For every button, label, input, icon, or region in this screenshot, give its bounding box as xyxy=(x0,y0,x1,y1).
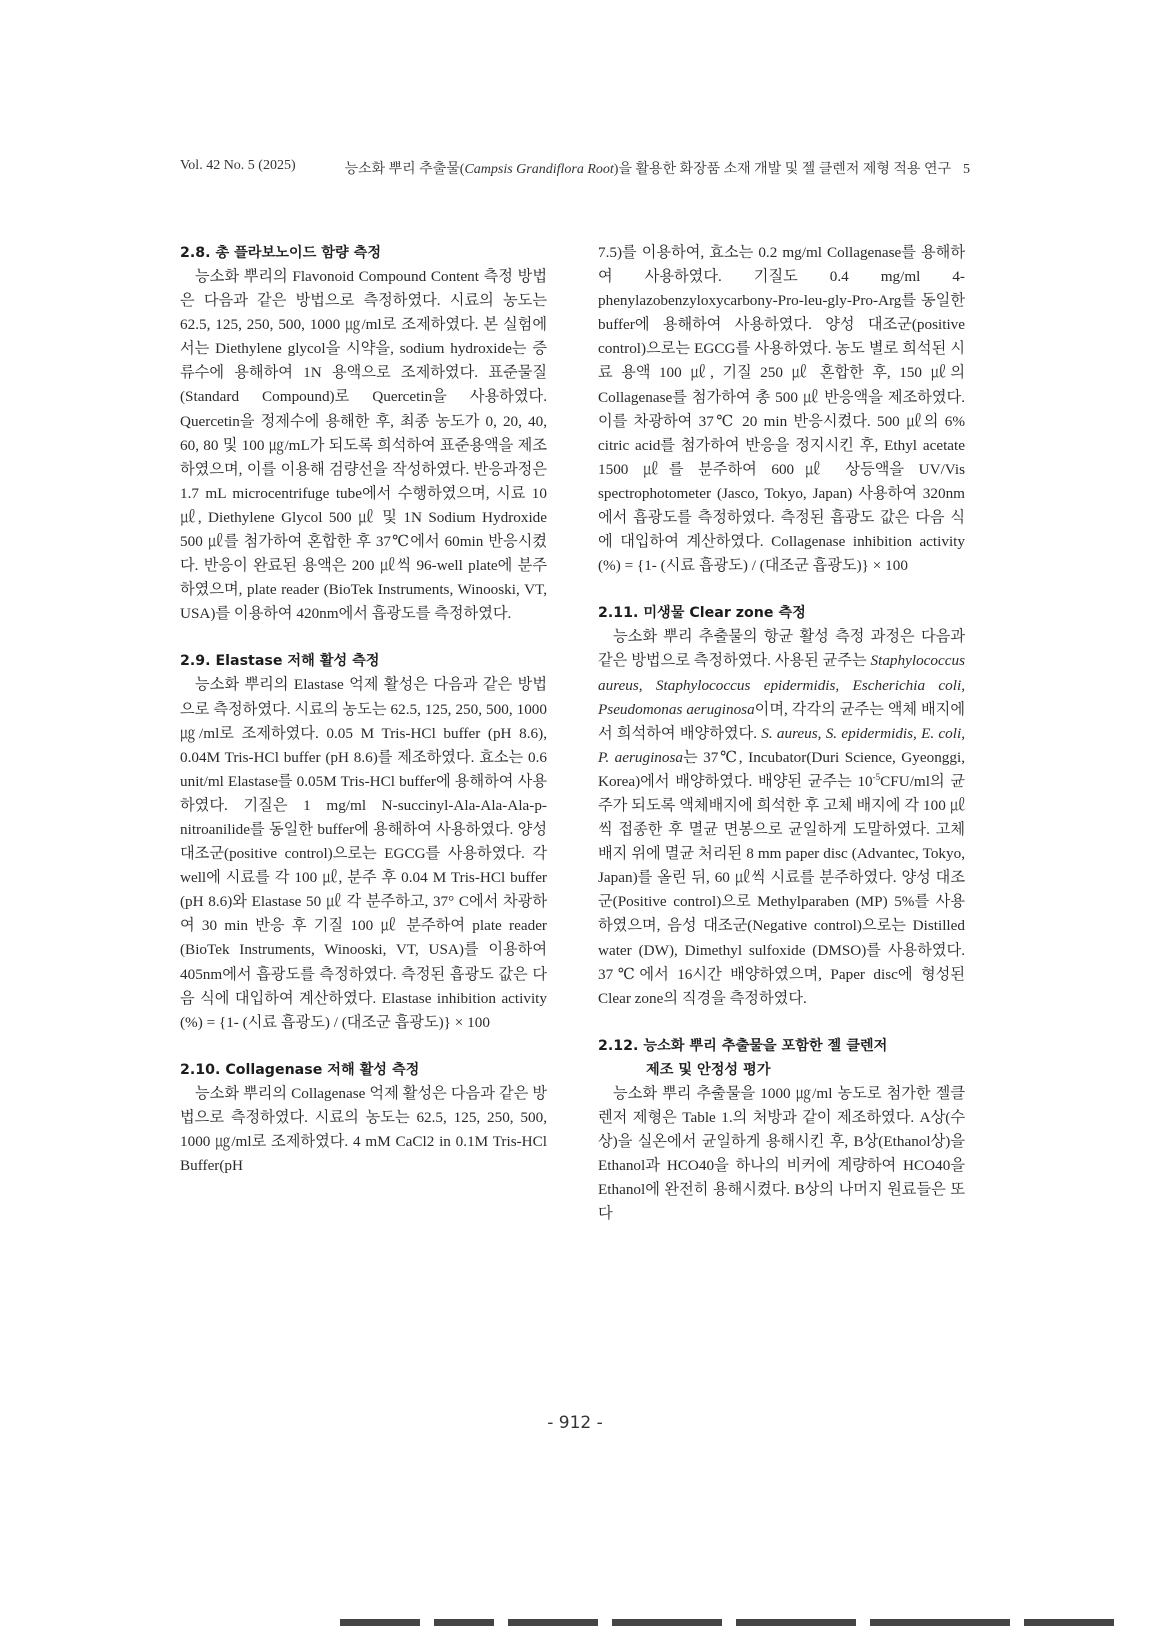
species-list-full: Staphylococcus aureus, Staphylococcus epidermidis, Escherichia coli, Pseudomonas aeruginosa xyxy=(598,652,965,718)
left-column xyxy=(180,241,547,1178)
right-column xyxy=(598,241,965,1226)
section-2-11-heading: 2.11. 미생물 Clear zone 측정 xyxy=(598,605,806,622)
section-2-11-text-b: 이며, 각각의 균주는 액체 배지에서 희석하여 배양하였다. xyxy=(598,700,965,742)
section-2-11-text-d: CFU/ml의 균주가 되도록 액체배지에 희석한 후 고체 배지에 각 100 ㎕씩 접종한 후 멸균 면봉으로 균일하게 도말하였다. 고체 배지 위에 멸균 처리된 8 mm paper disc (Advantec, Tokyo, Japan)를 올린 뒤, 60 ㎕씩 시료를 분주하였다. 양성 대조군(Positive control)으로 Methylparaben (MP) 5%를 사용하였으며, 음성 대조군(Negative control)으로는 Distilled water (DW), Dimethyl sulfoxide (DMSO)를 사용하였다. 37℃에서 16시간 배양하였으며, Paper disc에 형성된 Clear zone의 직경을 측정하였다. xyxy=(598,772,965,1007)
section-2-10-paragraph: 능소화 뿌리의 Collagenase 억제 활성은 다음과 같은 방법으로 측정하였다. 시료의 농도는 62.5, 125, 250, 500, 1000 ㎍/ml로 조제하였다. 4 mM CaCl2 in 0.1M Tris-HCl Buffer(pH xyxy=(180,1084,547,1175)
section-2-10-continued: 7.5)를 이용하여, 효소는 0.2 mg/ml Collagenase를 용해하여 사용하였다. 기질도 0.4 mg/ml 4-phenylazobenzyloxycarbony-Pro-leu-gly-Pro-Arg를 동일한 buffer에 용해하여 사용하였다. 양성 대조군(positive control)으로는 EGCG를 사용하였다. 농도 별로 희석된 시료 용액 100 ㎕, 기질 250 ㎕ 혼합한 후, 150 ㎕의 Collagenase를 첨가하여 총 500 ㎕ 반응액을 제조하였다. 이를 차광하여 37℃ 20 min 반응시켰다. 500 ㎕의 6% citric acid를 첨가하여 반응을 정지시킨 후, Ethyl acetate 1500 ㎕를 분주하여 600㎕ 상등액을 UV/Vis spectrophotometer (Jasco, Tokyo, Japan) 사용하여 320nm에서 흡광도를 측정하였다. 측정된 흡광도 값은 다음 식에 대입하여 계산하였다. Collagenase inhibition activity (%) = {1- (시료 흡광도) / (대조군 흡광도)} × 100 xyxy=(598,244,965,575)
section-2-11-text-c: 는 37℃, Incubator(Duri Science, Gyeonggi, Korea)에서 배양하였다. 배양된 균주는 10 xyxy=(598,748,965,790)
section-2-11-text-a: 능소화 뿌리 추출물의 항균 활성 측정 과정은 다음과 같은 방법으로 측정하였다. 사용된 균주는 xyxy=(598,628,965,670)
section-2-9-heading: 2.9. Elastase 저해 활성 측정 xyxy=(180,653,380,670)
running-header xyxy=(180,158,970,182)
section-2-11-paragraph xyxy=(598,625,965,1011)
section-2-12-heading-line2: 제조 및 안정성 평가 xyxy=(646,1061,771,1078)
species-list-abbrev: S. aureus, S. epidermidis, E. coli, P. aeruginosa xyxy=(598,724,965,766)
header-page-number: 5 xyxy=(963,162,970,177)
section-2-8-heading: 2.8. 총 플라보노이드 함량 측정 xyxy=(180,245,382,261)
section-2-12-paragraph: 능소화 뿌리 추출물을 1000 ㎍/ml 농도로 첨가한 젤클렌저 제형은 Table 1.의 처방과 같이 제조하였다. A상(수상)을 실온에서 균일하게 용해시킨 후, B상(Ethanol상)을 Ethanol과 HCO40을 하나의 비커에 계량하여 HCO40을 Ethanol에 완전히 용해시켰다. B상의 나머지 원료들은 또 다 xyxy=(598,1084,965,1223)
running-title-post: )을 활용한 화장품 소재 개발 및 젤 클렌저 제형 적용 연구 xyxy=(613,162,951,177)
exponent: -5 xyxy=(872,771,881,782)
section-2-12-heading-line1: 2.12. 능소화 뿌리 추출물을 포함한 젤 클렌저 xyxy=(598,1037,888,1054)
journal-volume: Vol. 42 No. 5 (2025) xyxy=(180,158,296,173)
section-2-10-heading: 2.10. Collagenase 저해 활성 측정 xyxy=(180,1061,420,1078)
running-title-pre: 능소화 뿌리 추출물( xyxy=(344,162,465,177)
section-2-12-heading xyxy=(598,1034,965,1082)
running-title-species: Campsis Grandiflora Root xyxy=(464,162,614,177)
section-2-8-paragraph: 능소화 뿌리의 Flavonoid Compound Content 측정 방법은 다음과 같은 방법으로 측정하였다. 시료의 농도는 62.5, 125, 250, 500, 1000 ㎍/ml로 조제하였다. 본 실험에서는 Diethylene glycol을 시약을, sodium hydroxide는 증류수에 용해하여 1N 용액으로 조제하였다. 표준물질(Standard Compound)로 Quercetin을 사용하였다. Quercetin을 정제수에 용해한 후, 최종 농도가 0, 20, 40, 60, 80 및 100 ㎍/mL가 되도록 희석하여 표준용액을 제조하였으며, 이를 이용해 검량선을 작성하였다. 반응과정은 1.7 mL microcentrifuge tube에서 수행하였으며, 시료 10 ㎕, Diethylene Glycol 500 ㎕ 및 1N Sodium Hydroxide 500 ㎕를 첨가하여 혼합한 후 37℃에서 60min 반응시켰다. 반응이 완료된 용액은 200 ㎕씩 96-well plate에 분주하였으며, plate reader (BioTek Instruments, Winooski, VT, USA)를 이용하여 420nm에서 흡광도를 측정하였다. xyxy=(180,268,547,623)
running-title xyxy=(345,158,970,178)
page-footer-number: - 912 - xyxy=(547,1413,603,1433)
section-2-9-paragraph: 능소화 뿌리의 Elastase 억제 활성은 다음과 같은 방법으로 측정하였다. 시료의 농도는 62.5, 125, 250, 500, 1000 ㎍/ml로 조제하였다. 0.05 M Tris-HCl buffer (pH 8.6), 0.04M Tris-HCl buffer (pH 8.6)를 제조하였다. 효소는 0.6 unit/ml Elastase를 0.05M Tris-HCl buffer에 용해하여 사용하였다. 기질은 1 mg/ml N-succinyl-Ala-Ala-Ala-p-nitroanilide를 동일한 buffer에 용해하여 사용하였다. 양성 대조군(positive control)으로는 EGCG를 사용하였다. 각 well에 시료를 각 100 ㎕, 분주 후 0.04 M Tris-HCl buffer (pH 8.6)와 Elastase 50 ㎕ 각 분주하고, 37° C에서 차광하여 30 min 반응 후 기질 100 ㎕ 분주하여 plate reader (BioTek Instruments, Winooski, VT, USA)를 이용하여 405nm에서 흡광도를 측정하였다. 측정된 흡광도 값은 다음 식에 대입하여 계산하였다. Elastase inhibition activity (%) = {1- (시료 흡광도) / (대조군 흡광도)} × 100 xyxy=(180,676,547,1031)
next-page-bleed xyxy=(340,1614,1140,1626)
